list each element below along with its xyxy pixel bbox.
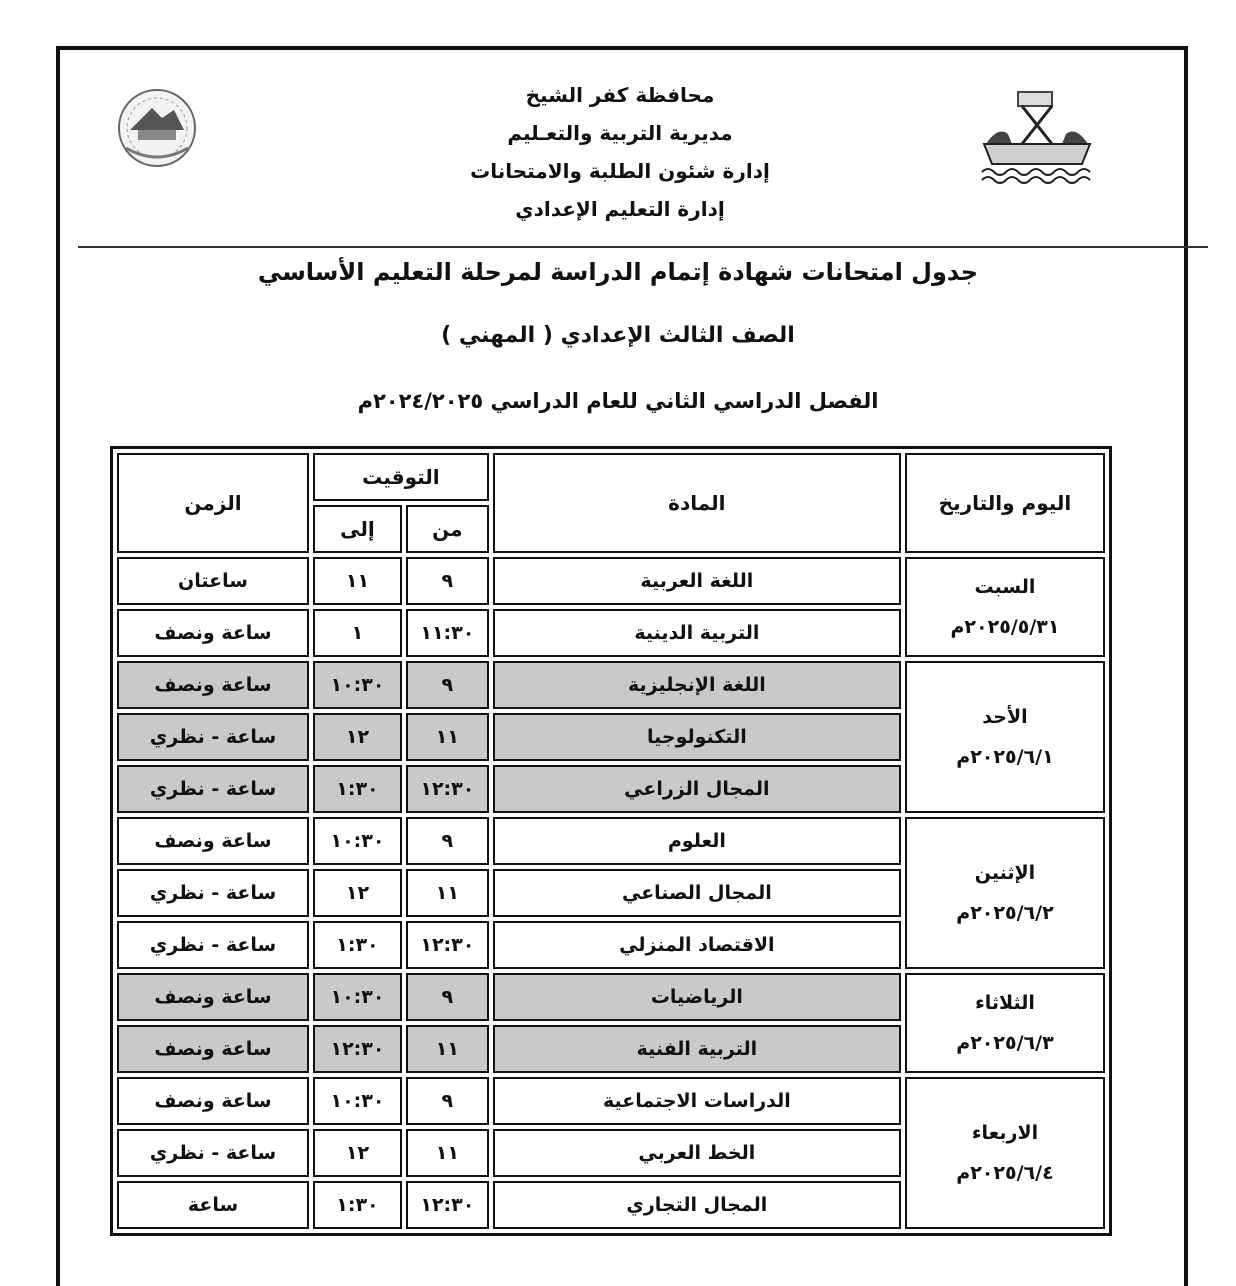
to-cell: ١١ [313,557,402,605]
from-cell: ٩ [406,557,489,605]
day-date: ٢٠٢٥/٥/٣١م [950,616,1060,638]
day-date: ٢٠٢٥/٦/١م [956,746,1054,768]
from-cell: ١١ [406,713,489,761]
to-cell: ١٢ [313,713,402,761]
to-cell: ١٠:٣٠ [313,973,402,1021]
subject-cell: الدراسات الاجتماعية [493,1077,901,1125]
day-date: ٢٠٢٥/٦/٤م [956,1162,1054,1184]
to-cell: ١٠:٣٠ [313,661,402,709]
directorate-name: مديرية التربية والتعـليم [507,121,733,145]
header-day-date: اليوم والتاريخ [905,453,1105,553]
from-cell: ٩ [406,817,489,865]
subject-cell: المجال الصناعي [493,869,901,917]
duration-cell: ساعة ونصف [117,661,309,709]
governorate-name: محافظة كفر الشيخ [525,83,715,107]
header-timing: التوقيت [313,453,489,501]
subject-cell: التربية الدينية [493,609,901,657]
to-cell: ١٠:٣٠ [313,817,402,865]
subject-cell: العلوم [493,817,901,865]
from-cell: ٩ [406,661,489,709]
duration-cell: ساعة [117,1181,309,1229]
letterhead [300,76,940,228]
to-cell: ١٢ [313,1129,402,1177]
day-date: ٢٠٢٥/٦/٢م [956,902,1054,924]
duration-cell: ساعة ونصف [117,609,309,657]
header-divider [78,246,1208,248]
subject-cell: التكنولوجيا [493,713,901,761]
from-cell: ١٢:٣٠ [406,921,489,969]
subject-cell: الرياضيات [493,973,901,1021]
header-subject: المادة [493,453,901,553]
subject-cell: اللغة الإنجليزية [493,661,901,709]
term-title: الفصل الدراسي الثاني للعام الدراسي ٢٠٢٤/٢٠٢٥م [357,389,879,413]
header-duration: الزمن [117,453,309,553]
from-cell: ١١ [406,1129,489,1177]
day-name: الأحد [982,706,1028,728]
day-name: الثلاثاء [975,992,1035,1014]
to-cell: ١:٣٠ [313,765,402,813]
header-to: إلى [313,505,402,553]
day-cell [905,1077,1105,1229]
subject-cell: المجال الزراعي [493,765,901,813]
day-cell [905,817,1105,969]
from-cell: ١٢:٣٠ [406,1181,489,1229]
from-cell: ٩ [406,973,489,1021]
from-cell: ١٢:٣٠ [406,765,489,813]
day-cell [905,973,1105,1073]
duration-cell: ساعة ونصف [117,817,309,865]
to-cell: ١:٣٠ [313,1181,402,1229]
day-date: ٢٠٢٥/٦/٣م [956,1032,1054,1054]
subject-cell: المجال التجاري [493,1181,901,1229]
from-cell: ١١ [406,869,489,917]
duration-cell: ساعة ونصف [117,1077,309,1125]
subject-cell: الخط العربي [493,1129,901,1177]
to-cell: ١:٣٠ [313,921,402,969]
duration-cell: ساعة - نظري [117,869,309,917]
to-cell: ١٠:٣٠ [313,1077,402,1125]
exam-schedule-table [110,446,1112,1236]
duration-cell: ساعة - نظري [117,765,309,813]
duration-cell: ساعة - نظري [117,713,309,761]
document-title: جدول امتحانات شهادة إتمام الدراسة لمرحلة التعليم الأساسي [257,258,979,286]
affairs-department: إدارة شئون الطلبة والامتحانات [470,159,770,183]
from-cell: ١١ [406,1025,489,1073]
subject-cell: الاقتصاد المنزلي [493,921,901,969]
governorate-emblem-icon [978,86,1096,186]
duration-cell: ساعة ونصف [117,1025,309,1073]
subject-cell: اللغة العربية [493,557,901,605]
day-cell [905,661,1105,813]
duration-cell: ساعتان [117,557,309,605]
ministry-emblem-icon [112,86,202,170]
subject-cell: التربية الفنية [493,1025,901,1073]
day-cell [905,557,1105,657]
duration-cell: ساعة - نظري [117,921,309,969]
duration-cell: ساعة ونصف [117,973,309,1021]
to-cell: ١ [313,609,402,657]
day-name: الإثنين [974,862,1036,884]
day-name: السبت [974,576,1036,598]
from-cell: ١١:٣٠ [406,609,489,657]
duration-cell: ساعة - نظري [117,1129,309,1177]
to-cell: ١٢:٣٠ [313,1025,402,1073]
header-from: من [406,505,489,553]
to-cell: ١٢ [313,869,402,917]
grade-title: الصف الثالث الإعدادي ( المهني ) [441,323,795,348]
day-name: الاربعاء [971,1122,1039,1144]
education-department: إدارة التعليم الإعدادي [515,197,725,221]
from-cell: ٩ [406,1077,489,1125]
